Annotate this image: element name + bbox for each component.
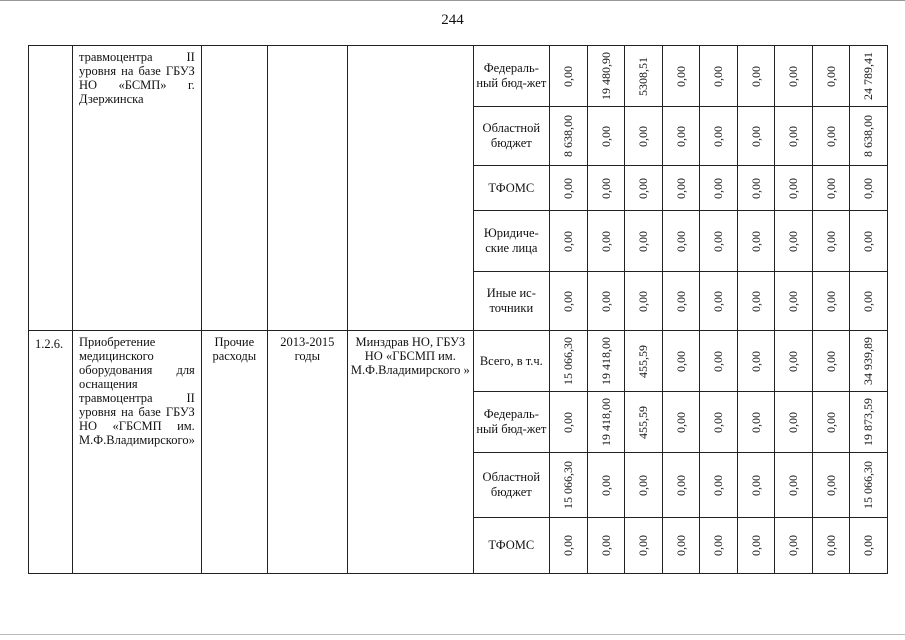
value-text: 0,00: [673, 474, 688, 496]
value-text: 0,00: [598, 230, 613, 252]
value-text: 0,00: [711, 290, 726, 312]
description-cell: [73, 331, 202, 574]
source-label: Областной бюджет: [482, 470, 541, 499]
value-text: 0,00: [711, 125, 726, 147]
value-cell: [812, 453, 849, 518]
table-row: [29, 46, 888, 107]
source-label: Федераль-ный бюд-жет: [476, 407, 547, 436]
value-cell: [812, 518, 849, 574]
value-cell: [699, 453, 737, 518]
value-cell: [549, 518, 587, 574]
value-cell: [849, 46, 887, 107]
value-text: 0,00: [823, 474, 838, 496]
value-text: 0,00: [673, 65, 688, 87]
source-cell: [473, 166, 549, 211]
value-text: 0,00: [711, 65, 726, 87]
value-text: 0,00: [711, 535, 726, 556]
value-cell: [812, 211, 849, 272]
table-row: [29, 331, 888, 392]
value-text: 0,00: [823, 411, 838, 433]
value-cell: [699, 211, 737, 272]
value-text: 34 939,89: [861, 337, 876, 385]
value-text: 0,00: [823, 65, 838, 87]
value-text: 0,00: [636, 290, 651, 312]
value-text: 19 873,59: [861, 398, 876, 446]
value-cell: [587, 518, 624, 574]
source-cell: [473, 392, 549, 453]
code-text: 1.2.6.: [35, 337, 64, 351]
value-text: 0,00: [561, 411, 576, 433]
value-text: 0,00: [673, 535, 688, 556]
value-text: 0,00: [823, 177, 838, 199]
executor-cell: [347, 331, 473, 574]
value-cell: [737, 272, 774, 331]
value-text: 0,00: [673, 177, 688, 199]
value-text: 0,00: [673, 350, 688, 372]
value-text: 0,00: [748, 65, 763, 87]
value-text: 0,00: [786, 177, 801, 199]
value-cell: [587, 107, 624, 166]
source-cell: [473, 211, 549, 272]
value-text: 0,00: [598, 290, 613, 312]
value-text: 0,00: [598, 535, 613, 556]
source-cell: [473, 272, 549, 331]
value-cell: [849, 272, 887, 331]
value-text: 0,00: [711, 474, 726, 496]
period-text: 2013-2015 годы: [280, 335, 335, 363]
value-text: 0,00: [786, 230, 801, 252]
executor-text: Минздрав НО, ГБУЗ НО «ГБСМП им. М.Ф.Владимирского »: [350, 335, 470, 377]
description-text: травмоцентра II уровня на базе ГБУЗ НО «БСМП» г. Дзержинска: [79, 50, 195, 106]
value-cell: [812, 107, 849, 166]
value-cell: [774, 166, 812, 211]
value-text: 0,00: [598, 474, 613, 496]
value-cell: [624, 272, 662, 331]
value-cell: [624, 392, 662, 453]
value-text: 19 418,00: [598, 398, 613, 446]
description-cell: [73, 46, 202, 331]
source-cell: [473, 46, 549, 107]
value-cell: [549, 331, 587, 392]
value-cell: [624, 518, 662, 574]
value-cell: [587, 392, 624, 453]
value-cell: [812, 392, 849, 453]
value-text: 0,00: [598, 125, 613, 147]
value-text: 455,59: [636, 405, 651, 439]
value-text: 0,00: [673, 290, 688, 312]
code-cell: [29, 331, 73, 574]
source-label: Иные ис-точники: [486, 286, 536, 315]
value-cell: [662, 453, 699, 518]
value-cell: [624, 107, 662, 166]
value-cell: [849, 211, 887, 272]
type-text: Прочие расходы: [212, 335, 257, 363]
value-cell: [737, 46, 774, 107]
value-cell: [587, 331, 624, 392]
value-cell: [812, 46, 849, 107]
value-cell: [587, 211, 624, 272]
value-text: 0,00: [786, 125, 801, 147]
top-border-line: [0, 0, 905, 4]
value-cell: [624, 453, 662, 518]
value-cell: [812, 272, 849, 331]
value-text: 0,00: [748, 290, 763, 312]
value-text: 0,00: [786, 535, 801, 556]
value-cell: [699, 46, 737, 107]
value-text: 5308,51: [636, 56, 651, 96]
value-text: 0,00: [711, 350, 726, 372]
value-text: 0,00: [561, 177, 576, 199]
period-cell: [267, 46, 347, 331]
value-text: 15 066,30: [561, 337, 576, 385]
value-text: 0,00: [561, 230, 576, 252]
value-cell: [774, 46, 812, 107]
source-label: Юридиче-ские лица: [483, 226, 539, 255]
value-text: 0,00: [861, 535, 876, 556]
value-cell: [662, 107, 699, 166]
value-text: 0,00: [673, 411, 688, 433]
value-cell: [549, 211, 587, 272]
value-text: 0,00: [561, 535, 576, 556]
value-text: 0,00: [636, 177, 651, 199]
value-text: 0,00: [786, 290, 801, 312]
value-text: 0,00: [748, 411, 763, 433]
value-text: 0,00: [823, 535, 838, 556]
value-cell: [699, 518, 737, 574]
value-cell: [624, 211, 662, 272]
value-cell: [662, 392, 699, 453]
value-text: 0,00: [561, 65, 576, 87]
value-cell: [774, 392, 812, 453]
value-cell: [812, 166, 849, 211]
value-cell: [662, 166, 699, 211]
value-cell: [774, 272, 812, 331]
value-cell: [849, 518, 887, 574]
value-text: 0,00: [748, 535, 763, 556]
value-cell: [662, 272, 699, 331]
source-cell: [473, 518, 549, 574]
value-text: 0,00: [748, 125, 763, 147]
value-text: 0,00: [786, 65, 801, 87]
value-cell: [549, 166, 587, 211]
source-cell: [473, 331, 549, 392]
value-cell: [737, 518, 774, 574]
value-cell: [549, 453, 587, 518]
source-label: Всего, в т.ч.: [479, 353, 543, 368]
value-cell: [587, 272, 624, 331]
value-text: 0,00: [636, 474, 651, 496]
value-text: 0,00: [636, 230, 651, 252]
value-text: 8 638,00: [561, 115, 576, 157]
value-text: 0,00: [748, 350, 763, 372]
value-cell: [587, 46, 624, 107]
value-cell: [849, 331, 887, 392]
value-text: 0,00: [636, 535, 651, 556]
value-cell: [737, 392, 774, 453]
type-cell: [201, 46, 267, 331]
value-text: 455,59: [636, 344, 651, 378]
value-cell: [774, 211, 812, 272]
value-text: 0,00: [673, 125, 688, 147]
value-cell: [549, 392, 587, 453]
value-cell: [737, 107, 774, 166]
value-cell: [587, 453, 624, 518]
bottom-border-line: [0, 634, 905, 635]
source-label: Федераль-ный бюд-жет: [476, 61, 547, 90]
source-cell: [473, 453, 549, 518]
value-text: 15 066,30: [861, 461, 876, 509]
value-text: 0,00: [711, 230, 726, 252]
value-cell: [699, 272, 737, 331]
value-text: 8 638,00: [861, 115, 876, 157]
value-text: 0,00: [861, 177, 876, 199]
value-cell: [624, 331, 662, 392]
value-cell: [624, 46, 662, 107]
value-cell: [662, 46, 699, 107]
value-text: 19 418,00: [598, 337, 613, 385]
value-cell: [549, 107, 587, 166]
value-text: 0,00: [786, 350, 801, 372]
value-cell: [662, 331, 699, 392]
value-cell: [624, 166, 662, 211]
value-text: 19 480,90: [598, 52, 613, 100]
value-text: 15 066,30: [561, 461, 576, 509]
value-text: 0,00: [711, 177, 726, 199]
value-cell: [699, 107, 737, 166]
value-text: 0,00: [748, 177, 763, 199]
value-text: 0,00: [786, 411, 801, 433]
value-text: 0,00: [561, 290, 576, 312]
value-text: 0,00: [823, 125, 838, 147]
value-cell: [587, 166, 624, 211]
value-cell: [849, 166, 887, 211]
executor-cell: [347, 46, 473, 331]
value-cell: [662, 518, 699, 574]
value-cell: [774, 107, 812, 166]
value-text: 0,00: [823, 350, 838, 372]
value-text: 0,00: [861, 290, 876, 312]
source-cell: [473, 107, 549, 166]
value-cell: [662, 211, 699, 272]
value-cell: [549, 272, 587, 331]
value-cell: [774, 453, 812, 518]
value-cell: [849, 107, 887, 166]
value-text: 0,00: [861, 230, 876, 252]
value-text: 0,00: [823, 290, 838, 312]
source-label: ТФОМС: [488, 180, 535, 195]
value-text: 0,00: [636, 125, 651, 147]
value-cell: [737, 453, 774, 518]
value-text: 0,00: [748, 474, 763, 496]
source-label: ТФОМС: [488, 538, 535, 552]
value-cell: [737, 166, 774, 211]
value-cell: [774, 518, 812, 574]
value-text: 0,00: [598, 177, 613, 199]
page-number: 244: [441, 12, 464, 28]
value-cell: [812, 331, 849, 392]
value-cell: [549, 46, 587, 107]
value-cell: [774, 331, 812, 392]
description-text: Приобретение медицинского оборудования для оснащения травмоцентра II уровня на базе ГБУЗ НО «ГБСМП им. М.Ф.Владимирского»: [79, 335, 195, 447]
value-text: 0,00: [786, 474, 801, 496]
source-label: Областной бюджет: [482, 121, 541, 150]
budget-table: [28, 45, 888, 574]
value-cell: [849, 453, 887, 518]
code-cell: [29, 46, 73, 331]
value-text: 0,00: [823, 230, 838, 252]
value-cell: [699, 392, 737, 453]
value-cell: [737, 331, 774, 392]
value-text: 0,00: [711, 411, 726, 433]
type-cell: [201, 331, 267, 574]
value-cell: [699, 166, 737, 211]
period-cell: [267, 331, 347, 574]
value-text: 0,00: [748, 230, 763, 252]
value-cell: [737, 211, 774, 272]
value-cell: [699, 331, 737, 392]
value-text: 0,00: [673, 230, 688, 252]
value-cell: [849, 392, 887, 453]
value-text: 24 789,41: [861, 52, 876, 100]
